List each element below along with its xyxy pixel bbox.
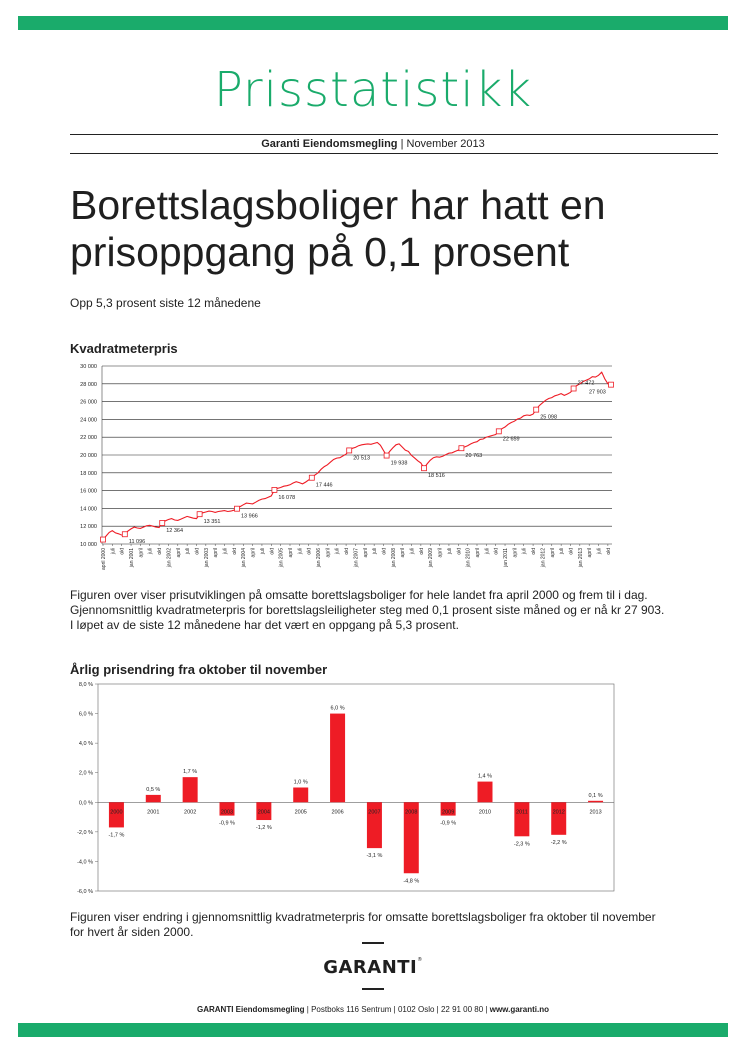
data-label: 12 364 [166, 527, 184, 534]
y-tick-label: 8,0 % [78, 682, 93, 688]
x-tick-label: okt [493, 548, 500, 555]
x-tick-label: okt [568, 548, 575, 555]
y-tick-label: 10 000 [80, 542, 97, 548]
annual-change-bar [551, 802, 566, 835]
x-tick-label: jan 2012 [540, 548, 547, 568]
top-accent-bar [18, 16, 728, 30]
line-chart-title: Kvadratmeterpris [70, 341, 178, 356]
category-label: 2007 [368, 809, 381, 816]
value-label: -3,1 % [366, 853, 383, 860]
y-tick-label: -2,0 % [77, 829, 93, 836]
x-tick-label: juli [521, 548, 528, 555]
category-label: 2006 [331, 809, 344, 816]
x-tick-label: okt [231, 548, 238, 555]
data-label: 16 078 [278, 494, 296, 501]
x-tick-label: juli [147, 548, 154, 555]
x-tick-label: okt [418, 548, 425, 555]
x-tick-label: jan 2008 [390, 548, 397, 568]
category-label: 2009 [442, 809, 455, 816]
y-tick-label: 18 000 [80, 470, 97, 477]
company-name: Garanti Eiendomsmegling [261, 138, 398, 150]
x-tick-label: april [512, 548, 519, 558]
x-tick-label: april [400, 548, 407, 558]
annual-change-bar [146, 795, 161, 802]
data-label: 13 966 [241, 513, 258, 520]
data-label: 18 516 [428, 473, 445, 480]
category-label: 2004 [257, 809, 270, 816]
category-label: 2010 [478, 809, 492, 816]
data-point-marker [122, 532, 127, 537]
annual-change-bar [330, 714, 345, 803]
y-tick-label: 16 000 [80, 488, 97, 495]
footer-website[interactable]: www.garanti.no [489, 1005, 549, 1014]
value-label: 0,5 % [146, 786, 161, 793]
x-tick-label: jan 2001 [129, 548, 136, 568]
value-label: -0,9 % [219, 820, 235, 827]
value-label: -4,8 % [403, 878, 420, 885]
x-tick-label: jan 2002 [166, 548, 173, 568]
category-label: 2001 [147, 809, 160, 816]
subline-separator: | [397, 138, 407, 150]
header-rule-bottom [70, 153, 718, 154]
data-point-marker [197, 512, 202, 517]
price-line-chart [70, 358, 620, 580]
data-label: 20 513 [353, 455, 371, 462]
x-tick-label: april [474, 548, 481, 558]
line-chart-description: Figuren over viser prisutviklingen på omsatte borettslagsboliger for hele landet fra april 2000 og frem til i dag. Gjennomsnittlig kvadratmeterpris for borettslagsleiligheter steg med 0,1 prosent siste måned og er nå kr 27 903. I løpet av de siste 12 månedene har det vært en oppgang på 5,3 prosent. [70, 588, 665, 632]
y-tick-label: -4,0 % [77, 859, 93, 866]
data-point-marker [101, 537, 106, 542]
annual-change-bar [478, 782, 493, 803]
footer-contact [0, 1005, 746, 1014]
data-point-marker [235, 506, 240, 511]
x-tick-label: april [549, 548, 556, 558]
data-label: 25 098 [540, 414, 558, 421]
plot-area [98, 684, 614, 891]
data-point-marker [422, 466, 427, 471]
x-tick-label: okt [344, 548, 351, 555]
article-headline [70, 182, 710, 276]
annual-change-bar [183, 777, 198, 802]
annual-change-bar [293, 788, 308, 803]
x-tick-label: jan 2007 [353, 548, 360, 568]
data-point-marker [609, 382, 614, 387]
data-label: 20 763 [465, 453, 483, 460]
category-label: 2000 [110, 809, 123, 816]
x-tick-label: april [175, 548, 182, 558]
x-tick-label: jan 2010 [465, 548, 472, 568]
y-tick-label: 6,0 % [78, 711, 93, 718]
category-label: 2003 [220, 809, 234, 816]
x-tick-label: juli [596, 548, 603, 555]
value-label: 6,0 % [330, 705, 345, 712]
value-label: 1,0 % [293, 779, 308, 786]
x-tick-label: april [325, 548, 332, 558]
value-label: -1,7 % [108, 832, 125, 839]
registered-mark: ® [417, 957, 423, 963]
data-label: 22 659 [502, 436, 520, 443]
annual-change-bar [514, 802, 529, 836]
y-tick-label: 30 000 [80, 364, 97, 370]
headline-line-1: Borettslagsboliger har hatt en [70, 182, 606, 228]
x-tick-label: april [250, 548, 257, 558]
category-label: 2008 [405, 809, 418, 816]
headline-line-2: prisoppgang på 0,1 prosent [70, 229, 570, 275]
data-label: 19 938 [390, 460, 408, 467]
y-tick-label: -6,0 % [77, 889, 93, 895]
bar-chart-title: Årlig prisendring fra oktober til november [70, 662, 328, 677]
data-label: 11 096 [128, 539, 146, 546]
x-tick-label: okt [306, 548, 313, 555]
data-label: 17 446 [315, 482, 333, 489]
x-tick-label: juli [297, 548, 304, 555]
y-tick-label: 20 000 [80, 453, 97, 459]
x-tick-label: jan 2005 [278, 548, 285, 568]
bottom-accent-bar [18, 1023, 728, 1037]
data-point-marker [571, 386, 576, 391]
x-tick-label: okt [194, 548, 201, 555]
x-tick-label: april [587, 548, 594, 558]
logo-rule-top [362, 942, 384, 944]
data-label: 27 903 [589, 389, 606, 396]
page-title: Prisstatistikk [213, 62, 533, 118]
data-point-marker [272, 487, 277, 492]
value-label: 1,7 % [183, 769, 198, 776]
category-label: 2012 [552, 809, 565, 816]
data-point-marker [496, 429, 501, 434]
x-tick-label: juli [185, 548, 192, 555]
x-tick-label: okt [381, 548, 388, 555]
y-tick-label: 22 000 [80, 435, 97, 442]
x-tick-label: april [213, 548, 220, 558]
category-label: 2002 [184, 809, 197, 816]
y-tick-label: 28 000 [80, 381, 97, 388]
x-tick-label: okt [605, 548, 612, 555]
value-label: -2,2 % [550, 839, 567, 846]
data-point-marker [309, 475, 314, 480]
annual-change-bar [588, 801, 603, 802]
y-tick-label: 0,0 % [78, 800, 93, 807]
x-tick-label: juli [372, 548, 379, 555]
y-tick-label: 4,0 % [78, 741, 93, 748]
x-tick-label: jan 2006 [316, 548, 323, 568]
footer-address: | Postboks 116 Sentrum | 0102 Oslo | 22 91 00 80 | [304, 1005, 490, 1014]
x-tick-label: juli [259, 548, 266, 555]
x-tick-label: jan 2011 [503, 548, 510, 567]
x-tick-label: juli [484, 548, 491, 555]
report-period: November 2013 [406, 138, 485, 150]
x-tick-label: juli [409, 548, 416, 555]
x-tick-label: april [138, 548, 145, 558]
category-label: 2005 [294, 809, 307, 816]
x-tick-label: okt [531, 548, 538, 555]
data-label: 13 351 [203, 519, 221, 526]
x-tick-label: juli [446, 548, 453, 555]
x-tick-label: juli [110, 548, 117, 555]
value-label: -1,2 % [255, 825, 272, 832]
x-tick-label: jan 2013 [577, 548, 584, 568]
x-tick-label: jan 2003 [203, 548, 210, 568]
bar-chart-description: Figuren viser endring i gjennomsnittlig kvadratmeterpris for omsatte borettslagsboliger fra oktober til november for hvert år siden 2000. [70, 910, 656, 939]
data-point-marker [347, 448, 352, 453]
data-point-marker [384, 453, 389, 458]
value-label: 1,4 % [477, 773, 493, 780]
y-tick-label: 26 000 [80, 399, 97, 406]
x-tick-label: april [362, 548, 369, 558]
y-tick-label: 14 000 [80, 506, 97, 513]
category-label: 2013 [589, 809, 602, 816]
x-tick-label: april 2000 [101, 548, 107, 570]
x-tick-label: okt [119, 548, 126, 555]
x-tick-label: april [287, 548, 294, 558]
x-tick-label: okt [456, 548, 463, 555]
x-tick-label: juli [559, 548, 566, 555]
data-point-marker [160, 520, 165, 525]
x-tick-label: april [437, 548, 444, 558]
x-tick-label: juli [334, 548, 341, 555]
y-tick-label: 12 000 [80, 524, 97, 531]
logo-rule-bottom [362, 988, 384, 990]
annual-change-bar-chart [70, 678, 620, 898]
x-tick-label: juli [222, 548, 229, 555]
footer-company: GARANTI Eiendomsmegling [197, 1005, 305, 1014]
logo-text: GARANTI [323, 957, 418, 978]
x-tick-label: jan 2009 [428, 548, 435, 568]
header-rule-top [70, 134, 718, 135]
y-tick-label: 24 000 [80, 417, 97, 424]
data-point-marker [459, 446, 464, 451]
y-tick-label: 2,0 % [78, 770, 93, 777]
x-tick-label: okt [269, 548, 276, 555]
value-label: -2,3 % [513, 841, 530, 848]
category-label: 2011 [515, 809, 528, 816]
data-point-marker [534, 407, 539, 412]
value-label: 0,1 % [588, 792, 603, 799]
header-subline [0, 138, 746, 150]
value-label: -0,9 % [440, 820, 457, 827]
garanti-logo [0, 957, 746, 978]
article-lead: Opp 5,3 prosent siste 12 månedene [70, 296, 261, 310]
data-label: 27 472 [577, 380, 595, 387]
x-tick-label: okt [157, 548, 164, 555]
x-tick-label: jan 2004 [241, 548, 248, 568]
